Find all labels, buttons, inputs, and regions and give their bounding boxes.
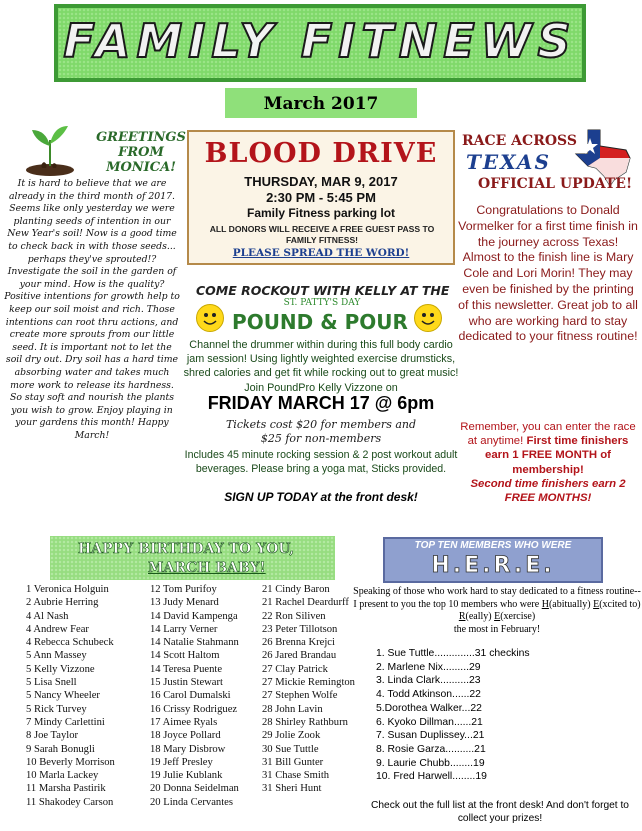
birthday-item: 15 Justin Stewart — [150, 677, 223, 689]
birthday-item: 7 Mindy Carlettini — [26, 716, 105, 728]
race-official-update: OFFICIAL UPDATE! — [478, 176, 633, 192]
birthday-item: 13 Judy Menard — [150, 597, 219, 609]
birthday-item: 5 Rick Turvey — [26, 703, 87, 715]
birthday-item: 14 Scott Haltom — [150, 650, 220, 662]
price-line: Tickets cost $20 for members and — [225, 418, 417, 431]
here-intro-end: the most in February! — [453, 623, 541, 635]
blood-drive-date: THURSDAY, MAR 9, 2017 — [244, 174, 398, 189]
birthday-item: 29 Jolie Zook — [262, 730, 321, 742]
birthday-item: 21 Cindy Baron — [262, 584, 330, 595]
sprout-icon — [22, 124, 78, 176]
pound-join: Join PoundPro Kelly Vizzone on — [244, 381, 398, 394]
birthday-item: 28 John Lavin — [262, 703, 323, 715]
birthday-title: HAPPY BIRTHDAY TO YOU, — [78, 541, 295, 557]
pound-signup: SIGN UP TODAY at the front desk! — [224, 490, 418, 504]
blood-drive-title: BLOOD DRIVE — [204, 138, 438, 169]
here-intro-text: Speaking of those who work hard to stay dedicated to a fitness routine-- I present to you the top 10 members who were — [353, 586, 641, 610]
birthday-item: 18 Mary Disbrow — [150, 743, 226, 755]
here-word: (xcited to) — [599, 598, 641, 610]
newsletter-title: FAMILY FITNEWS — [63, 14, 577, 68]
here-letter: H — [541, 598, 549, 610]
here-letter: E — [494, 611, 501, 623]
birthday-item: 30 Sue Tuttle — [262, 743, 319, 755]
pound-pour-body — [183, 338, 459, 395]
birthday-subtitle: MARCH BABY! — [148, 560, 266, 576]
birthday-item: 20 Linda Cervantes — [150, 796, 233, 808]
pound-description: Channel the drummer within during this full body cardio jam session! Using lightly weighted exercise drumsticks, shred calories and get fit while rocking out to great music! — [183, 339, 459, 380]
race-second-time: Second time finishers earn 2 FREE MONTHS! — [470, 477, 626, 505]
masthead-banner — [54, 4, 586, 82]
birthday-item: 14 Natalie Stahmann — [150, 637, 239, 649]
birthday-item: 16 Carol Dumalski — [150, 690, 231, 702]
here-letter: E — [593, 598, 600, 610]
birthday-item: 4 Andrew Fear — [26, 623, 89, 635]
race-first-time: First time finishers earn 1 FREE MONTH of membership! — [485, 435, 629, 476]
here-intro — [352, 586, 642, 636]
here-word: (xercise) — [500, 611, 536, 623]
blood-drive-location: Family Fitness parking lot — [246, 206, 396, 220]
birthday-column-2 — [150, 583, 239, 809]
birthday-column-3 — [262, 583, 355, 796]
birthday-item: 18 Joyce Pollard — [150, 730, 221, 742]
greetings-body: It is hard to believe that we are already in the third month of 2017. Seems like only yesterday we were planting seeds of intention in our New Year's soil! Now is a good time to check back in with those seeds... perhaps they've sprouted!? Investigate the soil in the garden of your mind. How is the quality? Positive intentions for growth help to keep our soil moist and rich. Those intentions can root thru actions, and create more sprouts from our little seed. It is important not to let the soil dry out. Dry soil has a hard time absorbing water and takes much more work to release its hardness. So stay soft and nourish the plants you wish to grow. Enjoy playing in your gardens this month! Happy March! — [4, 178, 180, 441]
birthday-item: 23 Peter Tillotson — [262, 623, 338, 635]
list-item: 10. Fred Harwell........19 — [376, 771, 487, 783]
pound-pour-title: POUND & POUR — [232, 310, 408, 334]
here-top-ten-list — [376, 647, 530, 784]
birthday-item: 9 Sarah Bonugli — [26, 743, 95, 755]
birthday-item: 27 Clay Patrick — [262, 663, 328, 675]
birthday-item: 5 Lisa Snell — [26, 677, 77, 689]
birthday-item: 14 Teresa Puente — [150, 663, 223, 675]
birthday-item: 10 Beverly Morrison — [26, 756, 115, 768]
birthday-item: 8 Joe Taylor — [26, 730, 79, 742]
birthday-item: 17 Aimee Ryals — [150, 716, 218, 728]
list-item: 3. Linda Clark..........23 — [376, 675, 481, 687]
blood-drive-donors: ALL DONORS WILL RECEIVE A FREE GUEST PASS TO FAMILY FITNESS! — [209, 224, 435, 245]
list-item: 4. Todd Atkinson......22 — [376, 689, 481, 701]
birthday-item: 4 Al Nash — [26, 610, 69, 622]
price-line: $25 for non-members — [260, 432, 382, 445]
list-item: 6. Kyoko Dillman......21 — [376, 716, 483, 728]
birthday-column-1 — [26, 583, 115, 809]
birthday-item: 5 Kelly Vizzone — [26, 663, 95, 675]
pound-includes: Includes 45 minute rocking session & 2 post workout adult beverages. Please bring a yoga mat, Sticks provided. — [184, 449, 458, 476]
birthday-item: 5 Ann Massey — [26, 650, 87, 662]
race-remember — [458, 420, 638, 505]
birthday-item: 11 Marsha Pastirik — [26, 783, 106, 795]
birthday-item: 31 Chase Smith — [262, 770, 330, 782]
birthday-item: 22 Ron Siliven — [262, 610, 326, 622]
birthday-item: 27 Mickie Remington — [262, 677, 355, 689]
birthday-item: 2 Aubrie Herring — [26, 597, 99, 609]
birthday-item: 27 Stephen Wolfe — [262, 690, 338, 702]
list-item: 5.Dorothea Walker...22 — [376, 702, 482, 714]
birthday-item: 19 Jeff Presley — [150, 756, 213, 768]
birthday-item: 14 David Kampenga — [150, 610, 238, 622]
race-title: RACE ACROSS — [462, 133, 577, 149]
blood-drive-spread: PLEASE SPREAD THE WORD! — [232, 247, 410, 259]
birthday-item: 1 Veronica Holguin — [26, 584, 109, 595]
birthday-item: 14 Larry Verner — [150, 623, 218, 635]
birthday-item: 4 Rebecca Schubeck — [26, 637, 114, 649]
pound-price — [183, 418, 459, 446]
list-item: 8. Rosie Garza..........21 — [376, 743, 486, 755]
blood-drive-time: 2:30 PM - 5:45 PM — [266, 190, 376, 205]
rockout-headline: COME ROCKOUT WITH KELLY AT THE — [196, 283, 450, 298]
greetings-line: GREETINGS — [96, 130, 186, 145]
birthday-item: 11 Shakodey Carson — [26, 796, 114, 808]
here-word: (abitually) — [548, 598, 594, 610]
list-item: 2. Marlene Nix.........29 — [376, 661, 481, 673]
here-footer: Check out the full list at the front desk! And don't forget to collect your prizes! — [371, 800, 629, 824]
pound-date: FRIDAY MARCH 17 @ 6pm — [207, 393, 435, 413]
list-item: 7. Susan Duplissey...21 — [376, 730, 485, 742]
birthday-item: 21 Rachel Deardurff — [262, 597, 349, 609]
birthday-item: 5 Nancy Wheeler — [26, 690, 100, 702]
birthday-item: 26 Jared Brandau — [262, 650, 337, 662]
birthday-item: 28 Shirley Rathburn — [262, 716, 348, 728]
greetings-line: FROM — [118, 145, 164, 160]
blood-drive-box — [187, 130, 455, 265]
race-texas: TEXAS — [466, 150, 551, 174]
issue-date: March 2017 — [263, 94, 379, 114]
birthday-item: 26 Brenna Krejci — [262, 637, 335, 649]
here-word: (eally) — [465, 611, 495, 623]
birthday-item: 20 Donna Seidelman — [150, 783, 239, 795]
race-remember-text: Remember, you can enter the race at anytime! — [460, 421, 636, 448]
greetings-title — [86, 130, 196, 175]
list-item: 1. Sue Tuttle..............31 checkins — [376, 648, 530, 659]
birthday-item: 19 Julie Kublank — [150, 770, 223, 782]
greetings-line: MONICA! — [106, 160, 176, 175]
here-letter: R — [458, 611, 466, 623]
birthday-item: 10 Marla Lackey — [26, 770, 99, 782]
birthday-item: 12 Tom Purifoy — [150, 584, 217, 595]
birthday-item: 16 Crissy Rodriguez — [150, 703, 238, 715]
race-body: Congratulations to Donald Vormelker for a first time finish in the journey across Texas! Almost to the finish line is Mary Cole and Lori Morin! They may even be finished by the printing of this newsletter. Great job to all who are working hard to stay dedicated to your fitness routine! — [458, 203, 638, 344]
here-title: TOP TEN MEMBERS WHO WERE — [414, 540, 572, 551]
here-acronym: H.E.R.E. — [431, 553, 555, 578]
st-patty-label: ST. PATTY'S DAY — [283, 298, 361, 308]
birthday-item: 31 Bill Gunter — [262, 756, 324, 768]
list-item: 9. Laurie Chubb........19 — [376, 757, 485, 769]
birthday-item: 31 Sheri Hunt — [262, 783, 322, 795]
